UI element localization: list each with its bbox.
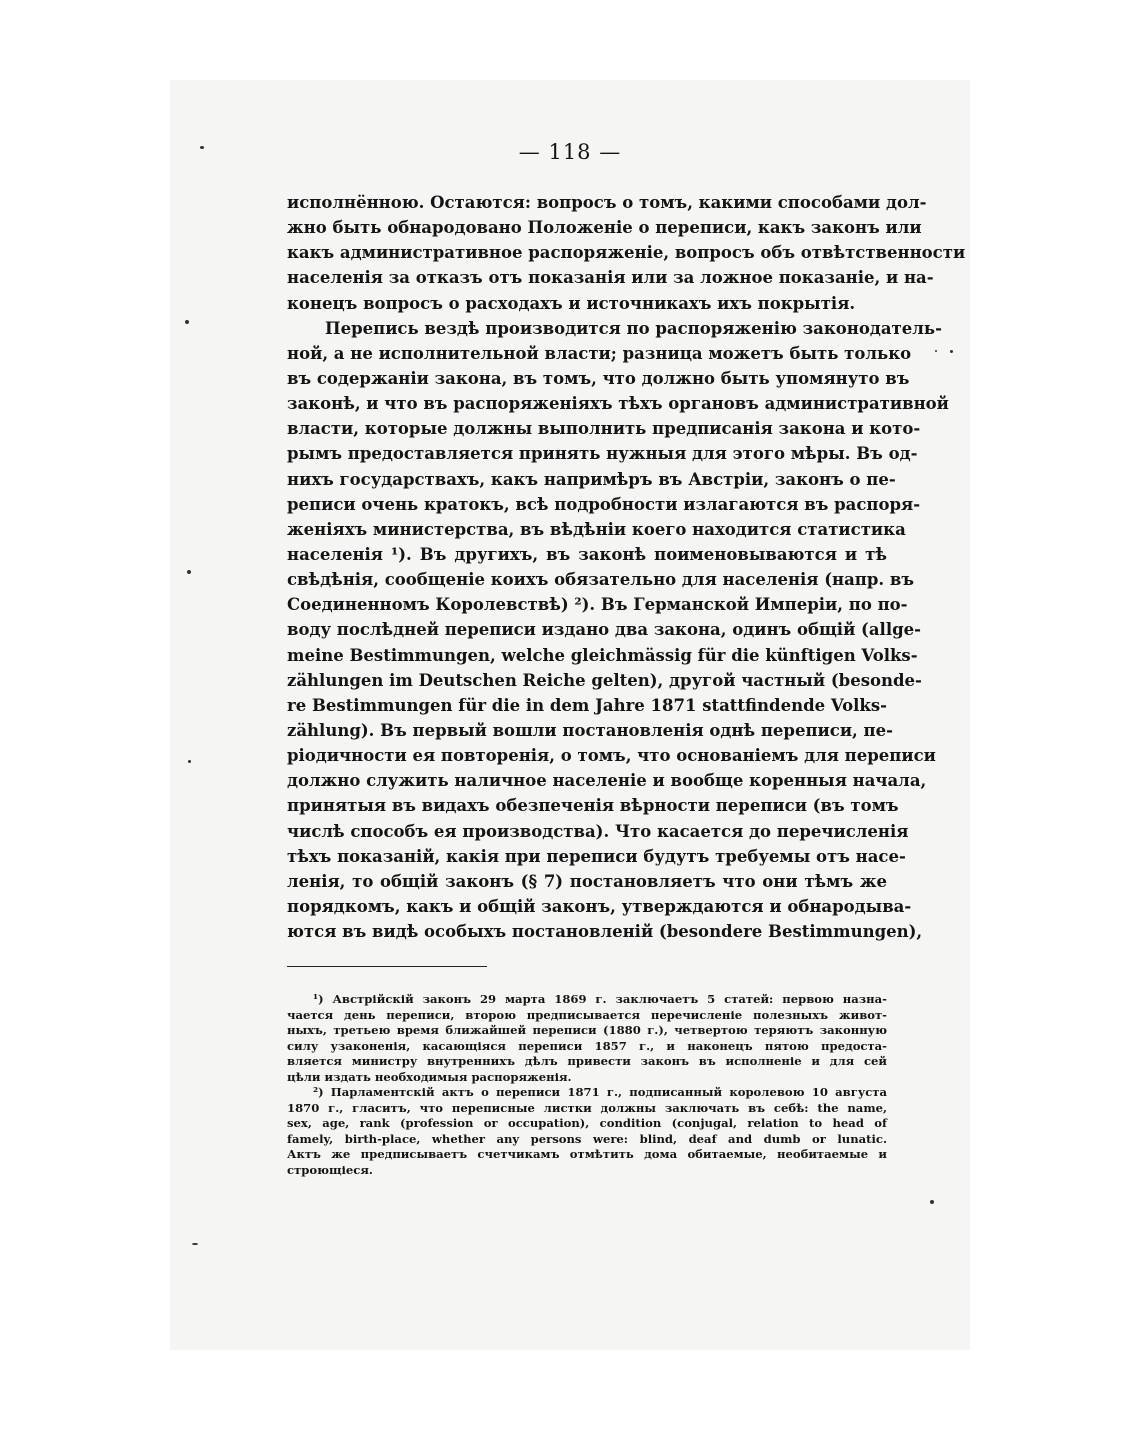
scan-speck [187,570,191,574]
body-line: тѣхъ показаній, какія при переписи будутъ требуемы отъ насе- [287,846,906,866]
body-line: порядкомъ, какъ и общій законъ, утверждаются и обнародыва- [287,896,912,916]
body-line: zählung). Въ первый вошли постановленія однѣ переписи, пе- [287,720,893,740]
body-line: Соединенномъ Королевствѣ) ²). Въ Германской Имперіи, по по- [287,595,908,615]
footnote-line: силу узаконенія, касающіяся переписи 1857 г., и наконецъ пятою предоста- [287,1038,887,1053]
body-line: въ содержаніи закона, въ томъ, что должно быть упомянуто въ [287,368,910,388]
body-line: исполнённою. Остаются: вопросъ о томъ, какими способами дол- [287,193,927,212]
body-line: zählungen im Deutschen Reiche gelten), другой частный (besonde- [287,670,922,690]
scan-speck [930,1200,934,1204]
body-line: жно быть обнародовано Положеніе о переписи, какъ законъ или [287,218,922,238]
body-line: реписи очень кратокъ, всѣ подробности излагаются въ распоря- [287,494,921,514]
body-line: числѣ способъ ея производства). Что касается до перечисленія [287,821,909,841]
body-line: ленія, то общій законъ (§ 7) постановляетъ что они тѣмъ же [287,871,887,891]
body-line: принятыя въ видахъ обезпеченія вѣрности переписи (въ томъ [287,796,899,816]
scan-speck [188,760,191,763]
body-line: Перепись вездѣ производится по распоряженію законодатель- [325,318,942,338]
footnote-line: ²) Парламентскій актъ о переписи 1871 г., подписанный королевою 10 августа [313,1085,887,1100]
page-number: — 118 — [518,140,622,164]
body-line: какъ административное распоряженіе, вопросъ объ отвѣтственности [287,243,966,263]
body-line: ріодичности ея повторенія, о томъ, что основаніемъ для переписи [287,746,936,766]
body-text [287,190,966,944]
body-line: женіяхъ министерства, въ вѣдѣніи коего находится статистика [287,519,906,539]
footnote-line: цѣли издать необходимыя распоряженія. [287,1069,572,1084]
scan-speck [950,350,953,353]
body-line: конецъ вопросъ о расходахъ и источникахъ ихъ покрытія. [287,293,856,313]
body-line: законѣ, и что въ распоряженіяхъ тѣхъ органовъ административной [287,394,949,414]
body-line: свѣдѣнія, сообщеніе коихъ обязательно для населенія (напр. въ [287,570,915,590]
body-line: власти, которые должны выполнить предписанія закона и кото- [287,419,921,439]
scan-speck [200,146,204,149]
body-line: ются въ видѣ особыхъ постановленій (besondere Bestimmungen), [287,922,923,942]
footnote-separator [287,966,487,967]
body-line: должно служить наличное населеніе и вообще коренныя начала, [287,771,927,791]
footnote-line: famely, birth-place, whether any persons were: blind, deaf and dumb or lunatic. [287,1131,887,1146]
scan-speck [935,350,937,352]
footnote-line: чается день переписи, второю предписывается перечисленіе полезныхъ живот- [287,1007,887,1022]
footnote-line: вляется министру внутреннихъ дѣлъ привести законъ въ исполненіе и для сей [287,1054,887,1069]
scan-speck [192,1243,198,1245]
footnote-line: ныхъ, третьею время ближайшей переписи (1880 г.), четвертою теряютъ законную [287,1023,887,1038]
body-line: meine Bestimmungen, welche gleichmässig für die künftigen Volks- [287,645,918,665]
footnote-line: Актъ же предписываетъ счетчикамъ отмѣтить дома обитаемые, необитаемые и [287,1147,887,1162]
footnote-line: sex, age, rank (profession or occupation), condition (conjugal, relation to head of [287,1116,887,1131]
footnote-line: ¹) Австрійскій законъ 29 марта 1869 г. заключаетъ 5 статей: первою назна- [313,992,887,1006]
body-line: нихъ государствахъ, какъ напримѣръ въ Австріи, законъ о пе- [287,469,896,489]
footnote-line: 1870 г., гласитъ, что переписные листки должны заключать въ себѣ: the name, [287,1100,887,1115]
footnote-line: строющіеся. [287,1163,373,1178]
body-line: re Bestimmungen für die in dem Jahre 1871 stattfindende Volks- [287,695,887,715]
body-line: рымъ предоставляется принять нужныя для этого мѣры. Въ од- [287,444,918,464]
body-line: населенія ¹). Въ другихъ, въ законѣ поименовываются и тѣ [287,544,887,564]
body-line: ной, а не исполнительной власти; разница можетъ быть только [287,343,912,363]
body-line: населенія за отказъ отъ показанія или за ложное показаніе, и на- [287,268,934,288]
body-line: воду послѣдней переписи издано два закона, одинъ общій (allge- [287,620,921,640]
footnotes [287,992,887,1179]
scan-speck [185,320,189,324]
